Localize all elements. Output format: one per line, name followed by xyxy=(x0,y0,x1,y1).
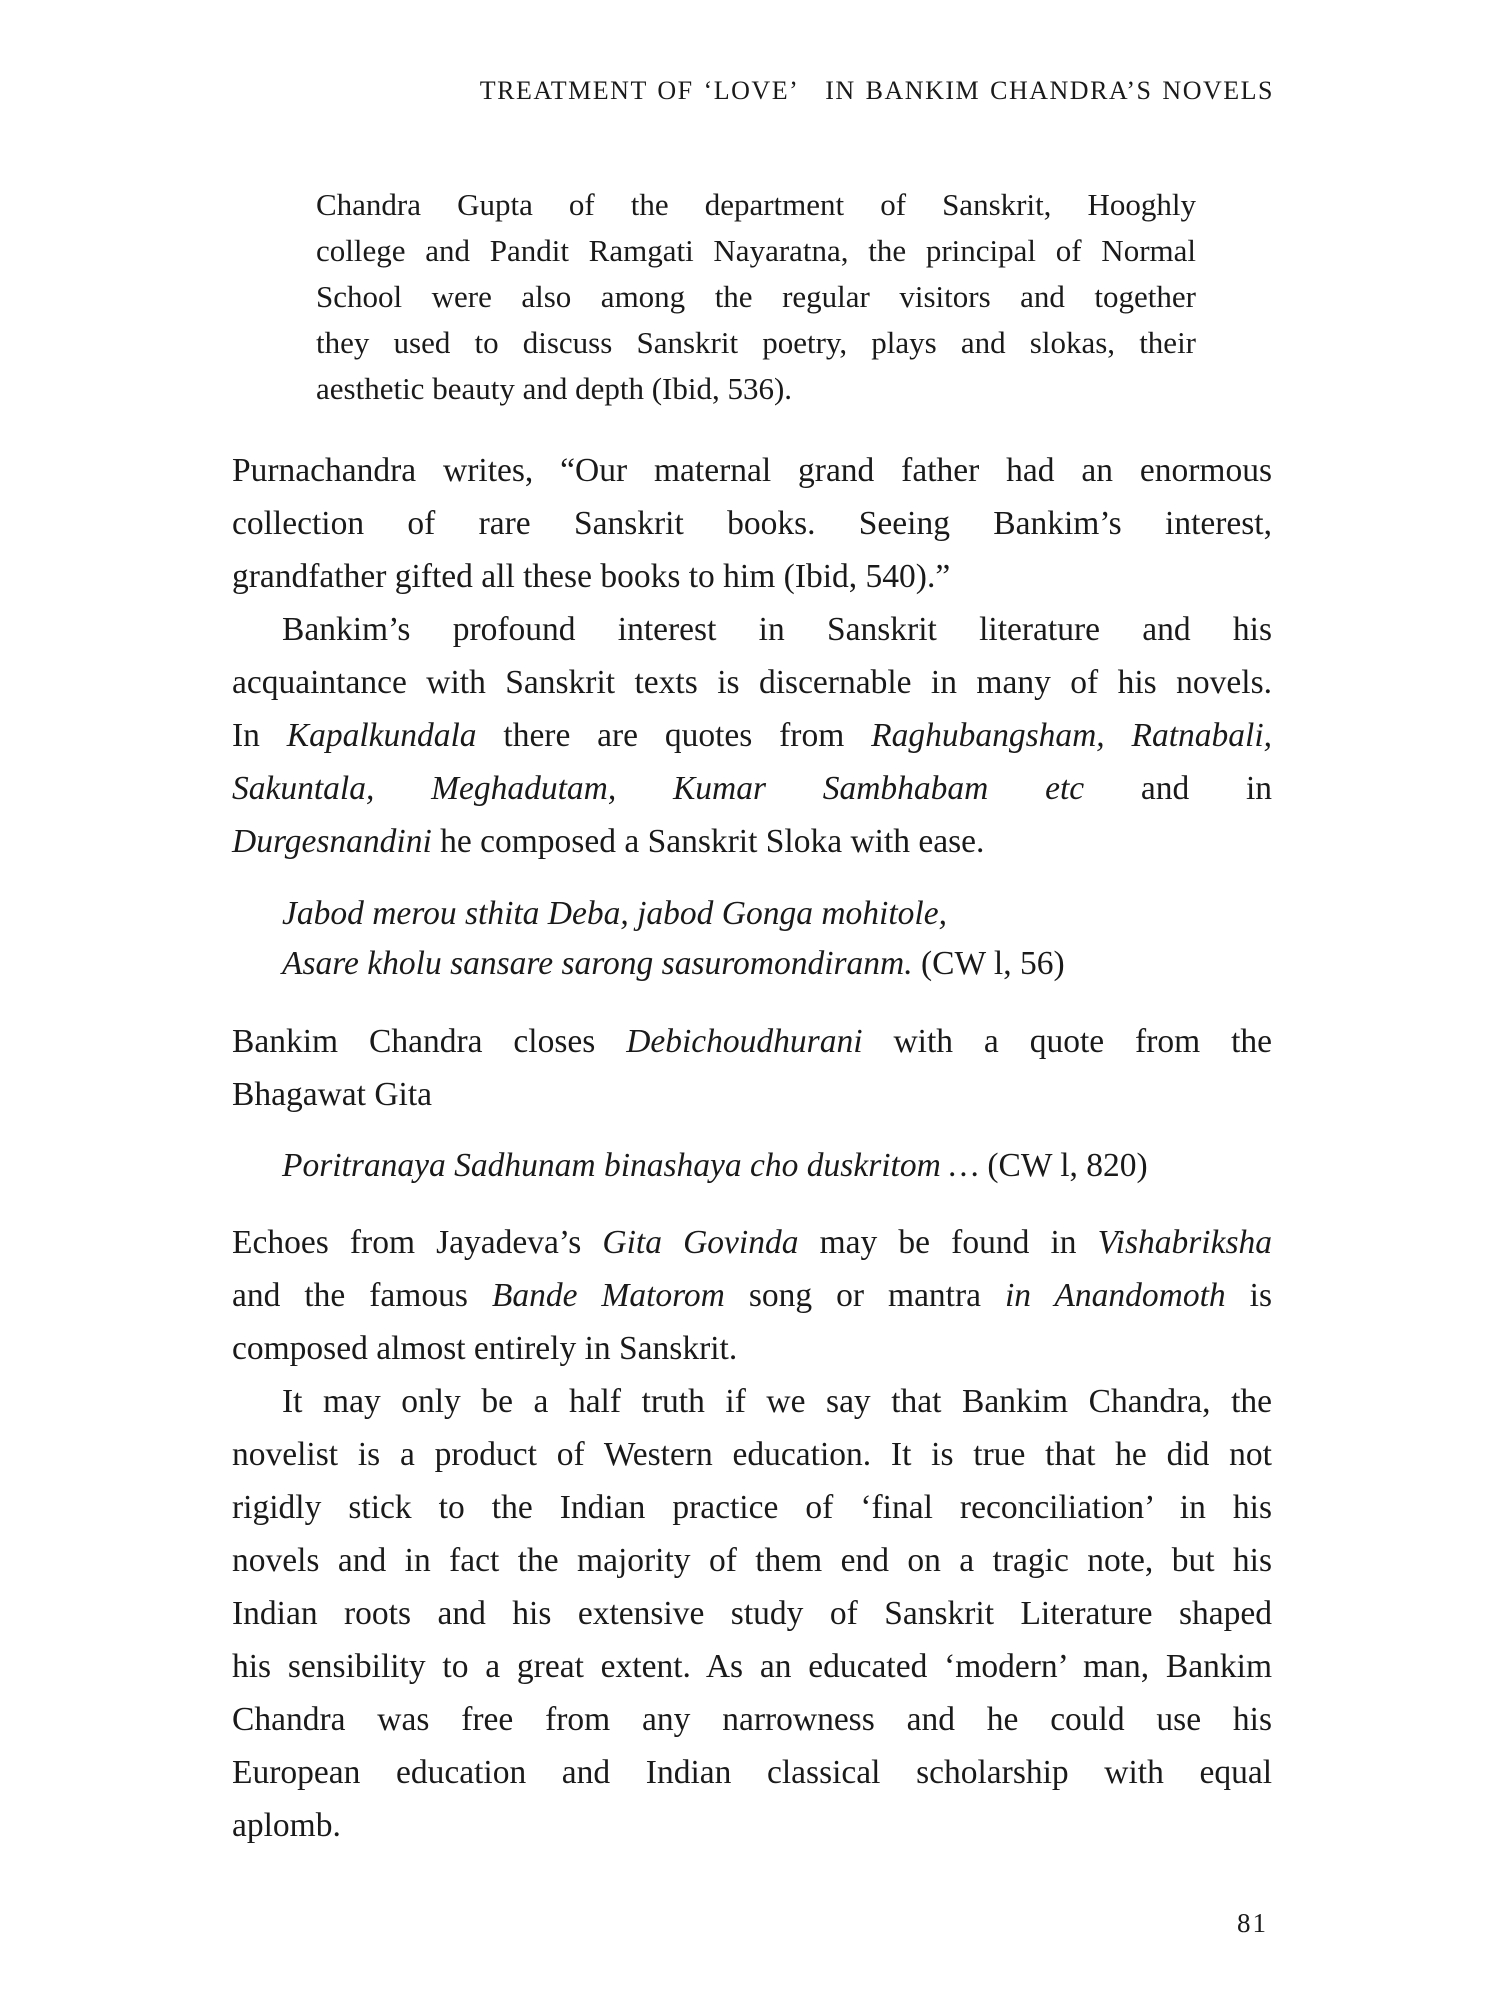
title-list: Raghubangsham, Ratnabali, xyxy=(871,717,1273,754)
paragraph-line: acquaintance with Sanskrit texts is discernable in many of his novels. xyxy=(232,664,1272,701)
verse-sloka xyxy=(282,889,1065,989)
paragraph-sanskrit-interest xyxy=(232,603,1272,868)
paragraph-line: rigidly stick to the Indian practice of ‘final reconciliation’ in his xyxy=(232,1489,1272,1526)
verse-text: Poritranaya Sadhunam binashaya cho duskritom … xyxy=(282,1147,979,1184)
text-run: may be found in xyxy=(798,1224,1098,1261)
block-quote-line: aesthetic beauty and depth (Ibid, 536). xyxy=(316,371,793,406)
text-run: Echoes from Jayadeva’s xyxy=(232,1224,603,1261)
text-run: he composed a Sanskrit Sloka with ease. xyxy=(431,823,985,860)
paragraph-line xyxy=(232,1015,1272,1068)
paragraph-line: Chandra was free from any narrowness and he could use his xyxy=(232,1701,1272,1738)
title-gita-govinda: Gita Govinda xyxy=(602,1224,799,1261)
title-vishabriksha: Vishabriksha xyxy=(1097,1224,1272,1261)
block-quote-line: they used to discuss Sanskrit poetry, plays and slokas, their xyxy=(316,325,1196,360)
paragraph-line xyxy=(232,709,1272,762)
paragraph-line: novelist is a product of Western education. It is true that he did not xyxy=(232,1436,1272,1473)
verse-gita xyxy=(282,1141,1148,1191)
text-run: with a quote from the xyxy=(862,1023,1272,1060)
running-header-left: TREATMENT OF ‘LOVE’ xyxy=(479,76,800,105)
citation: (CW l, 820) xyxy=(978,1147,1148,1184)
paragraph-line xyxy=(232,1216,1272,1269)
paragraph-line xyxy=(232,815,1272,868)
block-quote-line: School were also among the regular visitors and together xyxy=(316,279,1196,314)
title-durgesnandini: Durgesnandini xyxy=(232,823,432,860)
paragraph-line: It may only be a half truth if we say that Bankim Chandra, the xyxy=(282,1383,1272,1420)
page-number: 81 xyxy=(1237,1908,1268,1938)
text-run: In xyxy=(232,717,287,754)
title-anandomoth: in Anandomoth xyxy=(1005,1277,1226,1314)
text-run: there are quotes from xyxy=(476,717,872,754)
paragraph-line: European education and Indian classical scholarship with equal xyxy=(232,1754,1272,1791)
verse-text: Asare kholu sansare sarong sasuromondiranm. xyxy=(282,945,913,982)
paragraph-debichoudhurani xyxy=(232,1015,1272,1121)
block-quote-line: college and Pandit Ramgati Nayaratna, the principal of Normal xyxy=(316,233,1196,268)
title-debichoudhurani: Debichoudhurani xyxy=(626,1023,863,1060)
paragraph-line xyxy=(232,1269,1272,1322)
verse-line: Jabod merou sthita Deba, jabod Gonga mohitole, xyxy=(282,895,947,932)
text-run: Bankim Chandra closes xyxy=(232,1023,627,1060)
running-header-right: IN BANKIM CHANDRA’S NOVELS xyxy=(825,76,1274,105)
text-run: and in xyxy=(1084,770,1272,807)
block-quote xyxy=(316,182,1196,412)
title-list: Sakuntala, Meghadutam, Kumar Sambhabam etc xyxy=(232,770,1085,807)
title-kapalkundala: Kapalkundala xyxy=(286,717,477,754)
block-quote-line: Chandra Gupta of the department of Sanskrit, Hooghly xyxy=(316,187,1196,222)
text-run: is xyxy=(1225,1277,1272,1314)
paragraph-jayadeva xyxy=(232,1216,1272,1375)
citation: (CW l, 56) xyxy=(912,945,1065,982)
paragraph-line: his sensibility to a great extent. As an educated ‘modern’ man, Bankim xyxy=(232,1648,1272,1685)
paragraph-purnachandra xyxy=(232,444,1272,603)
paragraph-line: Purnachandra writes, “Our maternal grand father had an enormous xyxy=(232,452,1272,489)
paragraph-line: Bhagawat Gita xyxy=(232,1076,433,1113)
paragraph-conclusion xyxy=(232,1375,1272,1852)
paragraph-line: Bankim’s profound interest in Sanskrit literature and his xyxy=(282,611,1272,648)
text-run: song or mantra xyxy=(724,1277,1005,1314)
paragraph-line: grandfather gifted all these books to him (Ibid, 540).” xyxy=(232,558,951,595)
title-bande-matorom: Bande Matorom xyxy=(491,1277,725,1314)
paragraph-line: collection of rare Sanskrit books. Seeing Bankim’s interest, xyxy=(232,505,1272,542)
verse-line xyxy=(282,939,1065,989)
paragraph-line: aplomb. xyxy=(232,1807,341,1844)
verse-line xyxy=(282,1141,1148,1191)
paragraph-line: Indian roots and his extensive study of Sanskrit Literature shaped xyxy=(232,1595,1272,1632)
text-run: and the famous xyxy=(232,1277,492,1314)
paragraph-line: novels and in fact the majority of them end on a tragic note, but his xyxy=(232,1542,1272,1579)
paragraph-line xyxy=(232,762,1272,815)
running-header xyxy=(480,76,1274,106)
paragraph-line: composed almost entirely in Sanskrit. xyxy=(232,1330,738,1367)
